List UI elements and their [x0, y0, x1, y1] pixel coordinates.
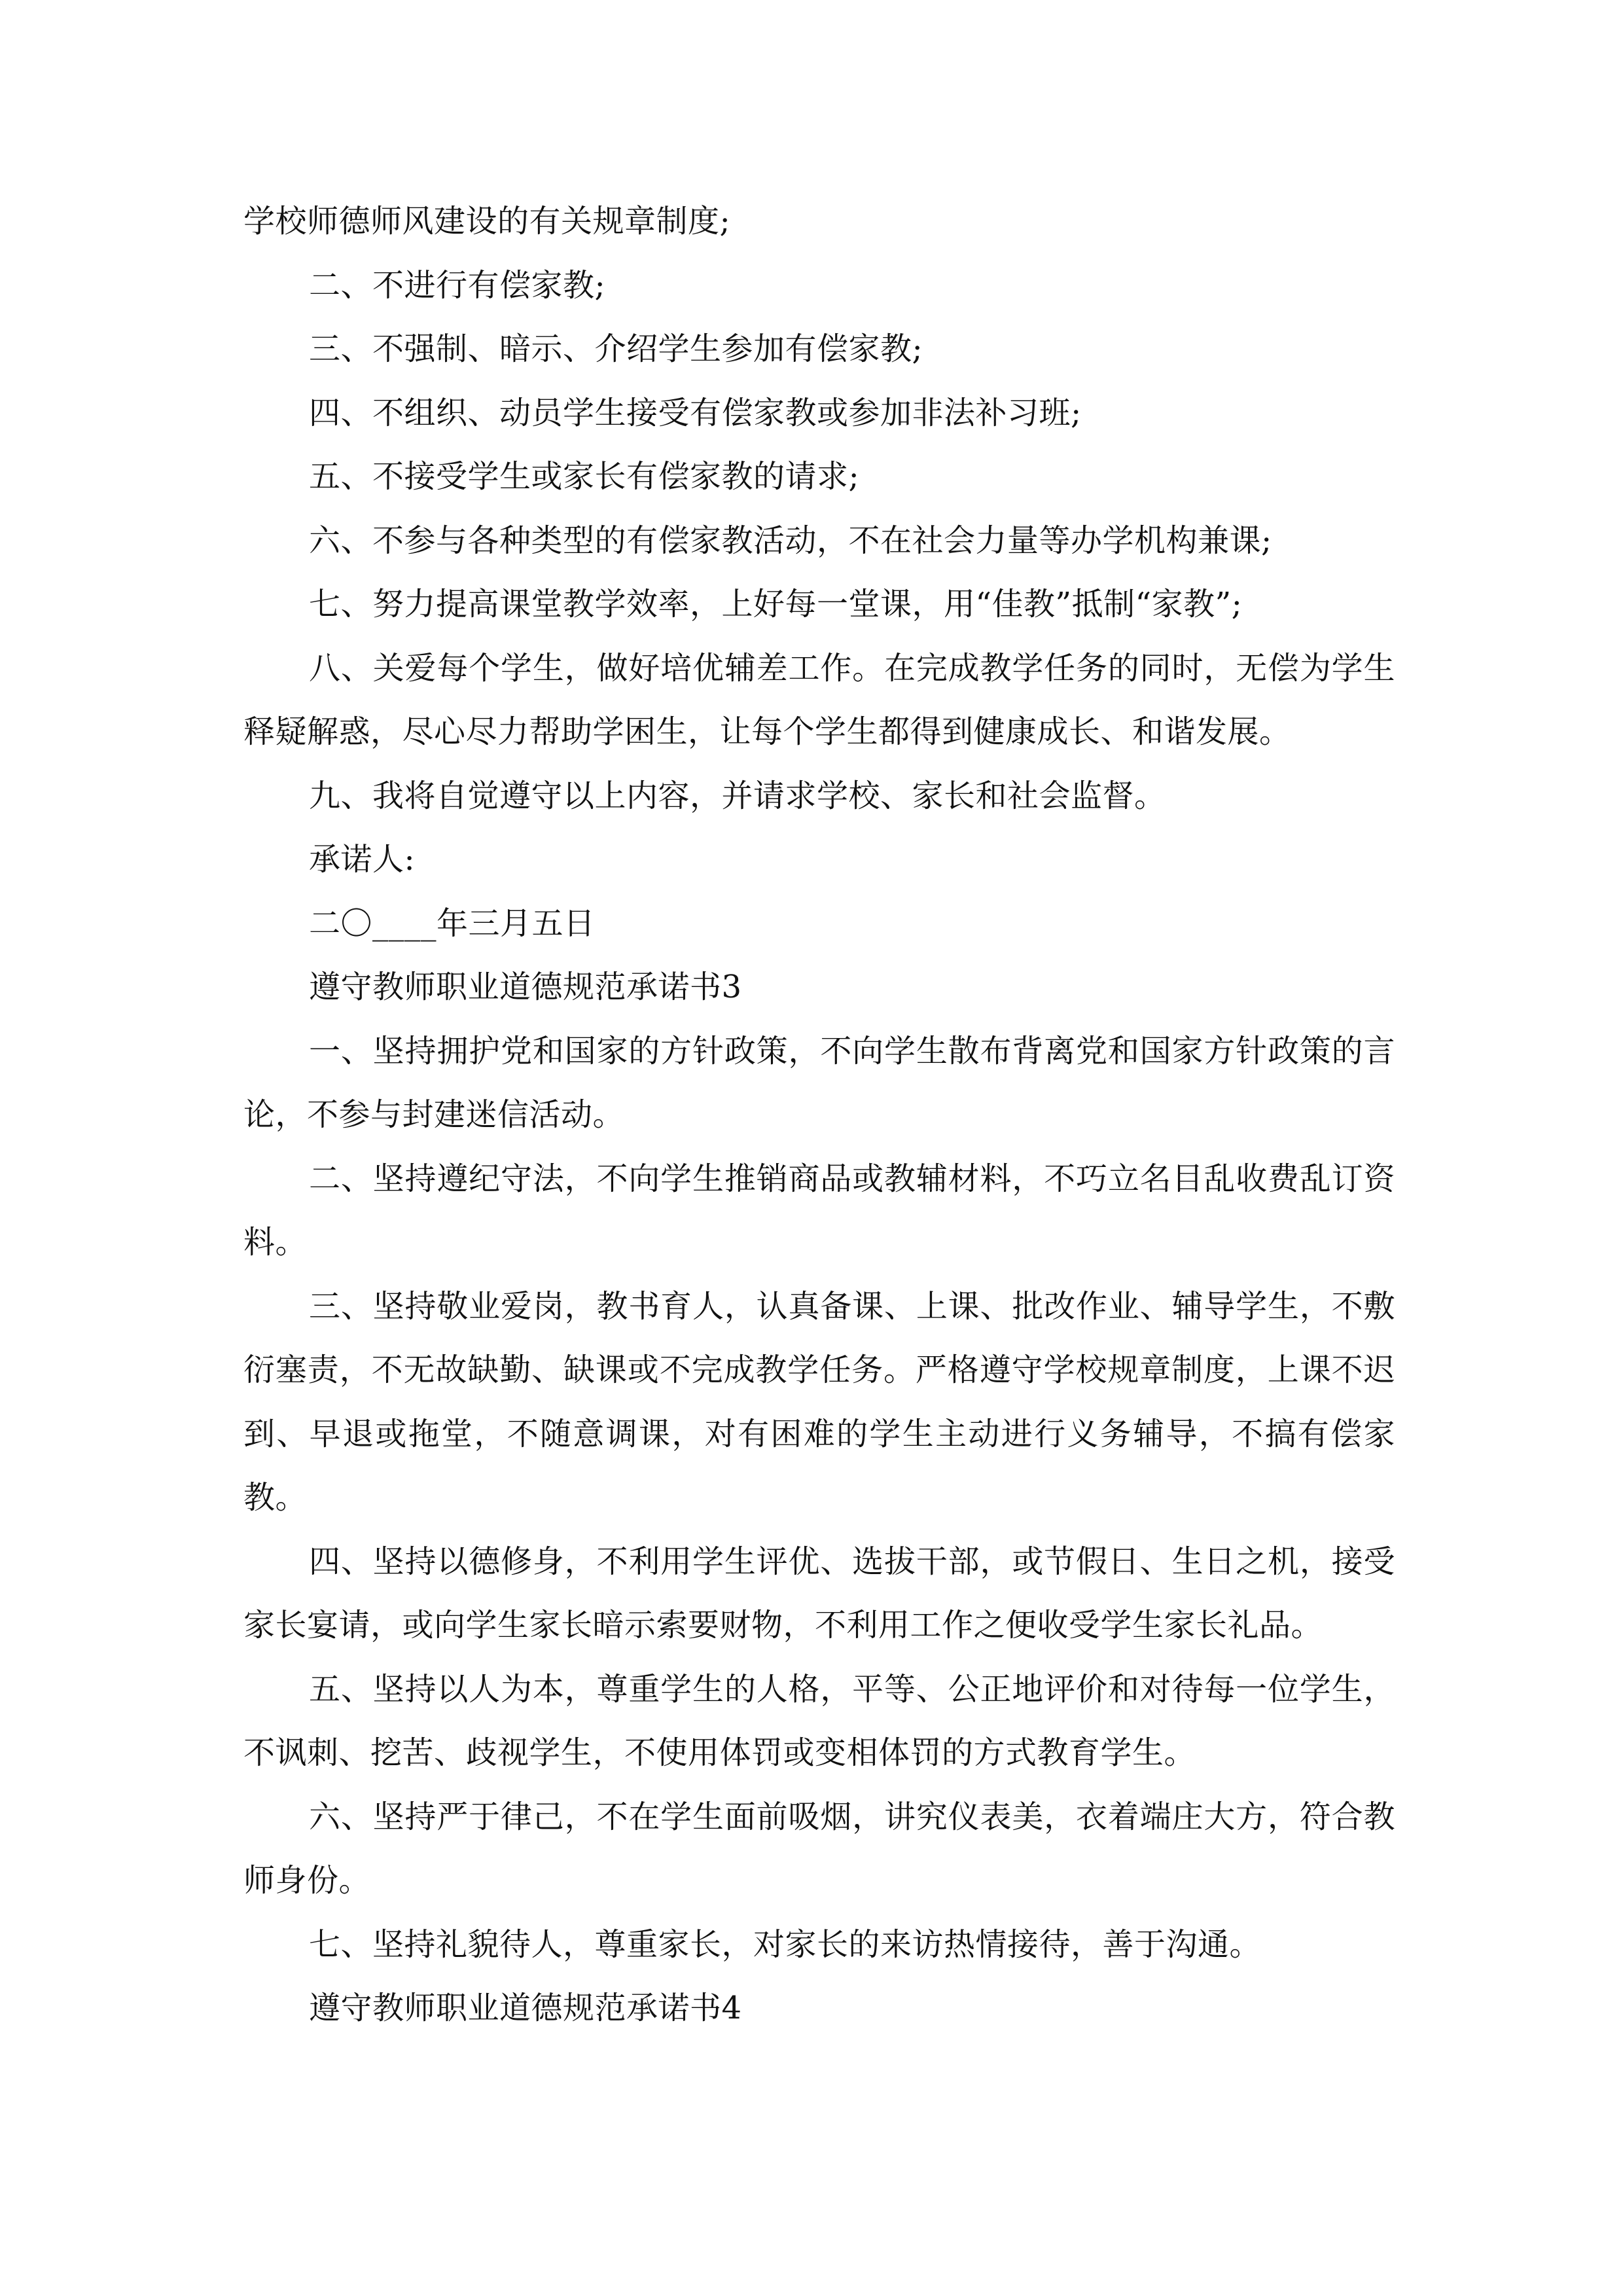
section-title-4: 遵守教师职业道德规范承诺书4	[309, 1990, 742, 2026]
paragraph-item-7: 七、努力提高课堂教学效率，上好每一堂课，用“佳教”抵制“家教”;	[309, 586, 1243, 622]
section3-item-1: 一、坚持拥护党和国家的方针政策，不向学生散布背离党和国家方针政策的言论，不参与封建迷信活动。	[243, 1032, 1395, 1133]
section3-item-4: 四、坚持以德修身，不利用学生评优、选拔干部，或节假日、生日之机，接受家长宴请，或向学生家长暗示索要财物，不利用工作之便收受学生家长礼品。	[243, 1543, 1395, 1643]
paragraph-continuation: 学校师德师风建设的有关规章制度;	[243, 203, 731, 240]
section3-item-3: 三、坚持敬业爱岗，教书育人，认真备课、上课、批改作业、辅导学生，不敷衍塞责，不无故缺勤、缺课或不完成教学任务。严格遵守学校规章制度，上课不迟到、早退或拖堂，不随意调课，对有困难的学生主动进行义务辅导，不搞有偿家教。	[243, 1287, 1395, 1516]
signature-date: 二〇____年三月五日	[309, 905, 596, 942]
section3-item-7: 七、坚持礼貌待人，尊重家长，对家长的来访热情接待，善于沟通。	[309, 1926, 1262, 1963]
section3-item-6: 六、坚持严于律己，不在学生面前吸烟，讲究仪表美，衣着端庄大方，符合教师身份。	[243, 1798, 1395, 1899]
section3-item-2: 二、坚持遵纪守法，不向学生推销商品或教辅材料，不巧立名目乱收费乱订资料。	[243, 1160, 1395, 1261]
paragraph-item-6: 六、不参与各种类型的有偿家教活动，不在社会力量等办学机构兼课;	[309, 522, 1272, 559]
section-title-3: 遵守教师职业道德规范承诺书3	[309, 969, 742, 1005]
paragraph-item-9: 九、我将自觉遵守以上内容，并请求学校、家长和社会监督。	[309, 777, 1166, 814]
paragraph-item-2: 二、不进行有偿家教;	[309, 266, 606, 304]
signature-label: 承诺人:	[309, 841, 416, 878]
paragraph-item-8: 八、关爱每个学生，做好培优辅差工作。在完成教学任务的同时，无偿为学生释疑解惑，尽心尽力帮助学困生，让每个学生都得到健康成长、和谐发展。	[243, 649, 1395, 750]
document-body	[243, 190, 1395, 2041]
paragraph-item-5: 五、不接受学生或家长有偿家教的请求;	[309, 458, 860, 495]
paragraph-item-4: 四、不组织、动员学生接受有偿家教或参加非法补习班;	[309, 394, 1082, 431]
paragraph-item-3: 三、不强制、暗示、介绍学生参加有偿家教;	[309, 331, 923, 367]
section3-item-5: 五、坚持以人为本，尊重学生的人格，平等、公正地评价和对待每一位学生，不讽刺、挖苦、歧视学生，不使用体罚或变相体罚的方式教育学生。	[243, 1670, 1395, 1771]
